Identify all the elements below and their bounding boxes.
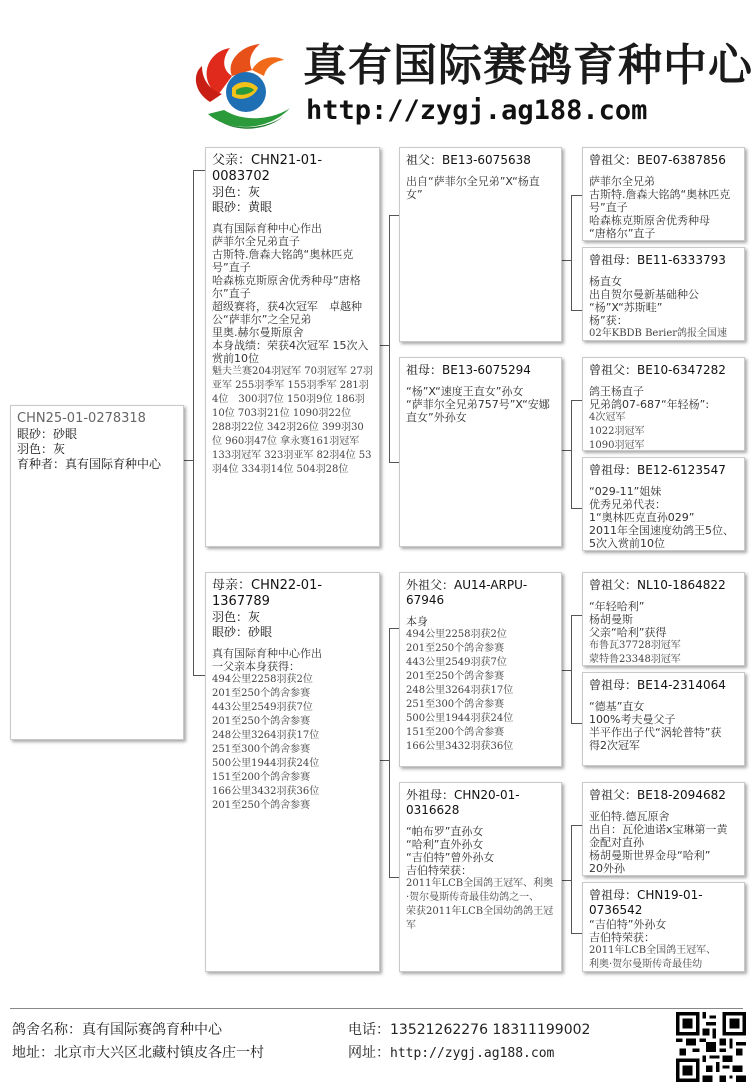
great-grandparent-note: 哈森栋克斯原舍优秀种母 [589,214,710,227]
great-grandparent-note: 5次入赏前10位 [589,537,665,550]
connector-line [571,615,582,616]
great-grandparent-note: 萨菲尔全兄弟 [589,175,655,188]
footer-website [348,1044,554,1063]
footer-address-value: 北京市大兴区北藏村镇皮各庄一村 [54,1045,264,1061]
maternal-grandmother-note: “帕布罗”直孙女 [406,825,484,838]
mother-note: 443公里2549羽获7位 [212,702,313,713]
great-grandparent-note: 1022羽冠军 [589,426,645,437]
footer-address-label: 地址： [12,1045,54,1061]
father-note: 哈森栋克斯原舍优秀种母“唐格尔”直子 [212,274,361,300]
great-grandparent-note: 1“奥林匹克直孙029” [589,511,695,524]
father-title: 父亲：CHN21-01-0083702 [212,153,323,184]
paternal-grandmother-card [399,357,562,547]
great-grandparent-title: 曾祖母：BE11-6333793 [589,253,726,267]
connector-line [389,628,399,629]
maternal-grandfather-note: 166公里3432羽获36位 [406,741,514,752]
maternal-grandfather-card [399,572,562,767]
great-grandparent-card [582,572,745,666]
great-grandparent-note: 2011年全国速度幼鸽王5位、 [589,524,734,537]
maternal-grandfather-note: 494公里2258羽获2位 [406,629,507,640]
connector-line [571,615,572,723]
maternal-grandfather-note: 248公里3264羽获17位 [406,685,514,696]
paternal-grandfather-card [399,147,562,342]
great-grandparent-note: “029-11”姐妹 [589,485,662,498]
connector-line [571,825,582,826]
great-grandparent-title: 曾祖父：BE18-2094682 [589,788,726,802]
footer-website-label: 网址： [348,1045,390,1061]
connector-line [571,195,582,196]
great-grandparent-note: 杨”获： [589,314,628,327]
great-grandparent-note: “唐格尔”直子 [589,227,656,240]
great-grandparent-note: 杨直女 [589,275,622,288]
paternal-grandfather-title: 祖父：BE13-6075638 [406,153,531,167]
connector-line [193,170,194,675]
great-grandparent-card [582,782,745,876]
father-note: 萨菲尔全兄弟直子 [212,235,300,248]
great-grandparent-note: 出自贺尔曼新基础种公 [589,288,699,301]
great-grandparent-note: 半平作出子代“涡轮普特”获 [589,726,722,739]
father-eye: 眼砂：黄眼 [212,200,273,214]
mother-note: 201至250个鸽舍参赛 [212,716,311,727]
paternal-grandmother-title: 祖母：BE13-6075294 [406,363,531,377]
connector-line [571,310,582,311]
father-note: 里奥.赫尔曼斯原舍 [212,326,304,339]
great-grandparent-note: 2011年LCB全国鸽王冠军、 [589,945,717,956]
maternal-grandmother-note: “哈利”直外孙女 [406,838,484,851]
mother-note: 248公里3264羽获17位 [212,730,320,741]
maternal-grandmother-title: 外祖母：CHN20-01-0316628 [406,788,520,817]
connector-line [389,628,390,878]
footer-address [12,1044,264,1062]
great-grandparent-note: 100%考夫曼父子 [589,713,676,726]
connector-line [571,400,582,401]
great-grandparent-note: 父亲“哈利”获得 [589,626,667,639]
mother-color: 羽色：灰 [212,610,261,624]
maternal-grandfather-note: 本身 [406,615,428,628]
father-note: 真有国际育种中心作出 [212,222,322,235]
great-grandparent-title: 曾祖母：BE14-2314064 [589,678,726,692]
maternal-grandmother-card [399,782,562,972]
great-grandparent-note: 4次冠军 [589,412,626,423]
mother-note: 494公里2258羽获2位 [212,674,313,685]
great-grandparent-card [582,882,745,972]
maternal-grandfather-note: 151至200个鸽舍参赛 [406,727,505,738]
footer-phone-label: 电话： [348,1022,390,1038]
great-grandparent-title: 曾祖母：CHN19-01-0736542 [589,888,703,917]
footer-website-link[interactable]: http://zygj.ag188.com [390,1046,555,1061]
great-grandparent-card [582,247,745,341]
connector-line [389,877,399,878]
great-grandparent-note: 蒙特鲁23348羽冠军 [589,654,681,665]
great-grandparent-note: 鸽王杨直子 [589,385,644,398]
brand-title: 真有国际赛鸽育种中心 [303,40,753,91]
great-grandparent-title: 曾祖母：BE12-6123547 [589,463,726,477]
great-grandparent-note: 吉伯特荣获： [589,931,655,944]
great-grandparent-note: “年轻哈利” [589,600,645,613]
great-grandparent-note: 布鲁瓦37728羽冠军 [589,640,681,651]
subject-id: CHN25-01-0278318 [17,411,146,426]
great-grandparent-card [582,672,745,766]
father-color: 羽色：灰 [212,185,261,199]
subject-eye: 眼砂：砂眼 [17,427,78,441]
footer-phone-value: 13521262276 18311199002 [390,1022,591,1038]
footer-divider [10,1008,743,1009]
great-grandparent-note: 利奥·贺尔曼斯传奇最佳幼 [589,959,703,970]
connector-line [389,215,390,463]
connector-line [571,723,582,724]
great-grandparent-note: 亚伯特.德瓦原舍 [589,810,670,823]
connector-line [571,825,572,933]
great-grandparent-note: 古斯特.詹森大铭鸽“奥林匹克号”直子 [589,188,731,214]
great-grandparent-note: 出自：瓦伦迪诺x宝琳第一黄金配对直孙 [589,823,728,849]
great-grandparent-card [582,457,745,551]
maternal-grandfather-title: 外祖父：AU14-ARPU-67946 [406,578,528,607]
mother-note: 166公里3432羽获36位 [212,786,320,797]
mother-note: 201至250个鸽舍参赛 [212,800,311,811]
maternal-grandfather-note: 201至250个鸽舍参赛 [406,671,505,682]
mother-note: 201至250个鸽舍参赛 [212,688,311,699]
father-note: 超级赛将，获4次冠军 卓越种公“萨菲尔”之全兄弟 [212,300,362,326]
footer-loft [12,1021,222,1039]
father-note: 本身战绩：荣获4次冠军 15次入赏前10位 [212,339,369,365]
connector-line [193,170,205,171]
mother-note: 251至300个鸽舍参赛 [212,744,311,755]
great-grandparent-note: “德基”直女 [589,700,645,713]
great-grandparent-note: 02年KBDB Berier鸽报全国速 [589,328,728,339]
great-grandparent-note: 杨胡曼斯世界金母“哈利” [589,849,711,862]
subject-color: 羽色：灰 [17,442,66,456]
mother-note: 一父亲本身获得： [212,660,300,673]
maternal-grandmother-note: 吉伯特荣获： [406,864,472,877]
logo-icon [188,40,298,132]
maternal-grandfather-note: 500公里1944羽获24位 [406,713,514,724]
paternal-grandmother-note: “萨菲尔全兄弟757号”X“安娜直女”外孙女 [406,398,550,424]
great-grandparent-note: 20外孙 [589,862,625,875]
great-grandparent-note: “吉伯特”外孙女 [589,918,667,931]
great-grandparent-card [582,357,745,451]
connector-line [571,508,582,509]
great-grandparent-card [582,147,745,241]
header [0,0,753,135]
subject-card [10,405,184,740]
mother-eye: 眼砂：砂眼 [212,625,273,639]
great-grandparent-title: 曾祖父：BE07-6387856 [589,153,726,167]
footer-loft-value: 真有国际赛鸽育种中心 [82,1022,222,1038]
great-grandparent-note: 兄弟鸽07-687“年轻杨”: [589,398,710,411]
connector-line [389,215,399,216]
mother-note: 151至200个鸽舍参赛 [212,772,311,783]
footer-loft-label: 鸽舍名称： [12,1022,82,1038]
maternal-grandmother-note: “吉伯特”曾外孙女 [406,851,495,864]
maternal-grandfather-note: 201至250个鸽舍参赛 [406,643,505,654]
great-grandparent-note: 优秀兄弟代表： [589,498,666,511]
great-grandparent-note: “杨”X“苏斯畦” [589,301,663,314]
connector-line [389,462,399,463]
great-grandparent-title: 曾祖父：NL10-1864822 [589,578,726,592]
father-card [205,147,380,547]
great-grandparent-note: 1090羽冠军 [589,440,645,451]
mother-card [205,572,380,972]
qr-code-icon [676,1012,746,1082]
paternal-grandfather-note: 出自“萨菲尔全兄弟”X“杨直女” [406,175,540,201]
brand-url: http://zygj.ag188.com [306,95,648,126]
father-note: 古斯特.詹森大铭鸽“奥林匹克号”直子 [212,248,354,274]
maternal-grandmother-note: 荣获2011年LCB全国幼鸽鸽王冠军 [406,906,554,931]
footer-phone [348,1021,590,1039]
subject-breeder: 育种者：真有国际育种中心 [17,457,162,471]
maternal-grandmother-note: 2011年LCB全国鸽王冠军、利奥·贺尔曼斯传奇最佳幼鸽之一、 [406,878,554,903]
mother-title: 母亲：CHN22-01-1367789 [212,578,323,609]
connector-line [571,400,572,508]
paternal-grandmother-note: “杨”X“速度王直女”孙女 [406,385,524,398]
mother-note: 500公里1944羽获24位 [212,758,320,769]
connector-line [193,675,205,676]
great-grandparent-note: 得2次冠军 [589,739,640,752]
connector-line [571,933,582,934]
connector-line [571,195,572,310]
maternal-grandfather-note: 251至300个鸽舍参赛 [406,699,505,710]
great-grandparent-title: 曾祖父：BE10-6347282 [589,363,726,377]
father-note: 魁夫兰赛204羽冠军 70羽冠军 27羽亚军 255羽季军 155羽季军 281羽4位 300羽7位 150羽9位 186羽10位 703羽21位 1090羽22位 288羽22位 342羽26位 399羽30位 960羽47位 拿永赛161羽冠军 133羽冠军 323羽亚军 82羽4位 53羽4位 334羽14位 504羽28位 [212,366,373,475]
maternal-grandfather-note: 443公里2549羽获7位 [406,657,507,668]
great-grandparent-note: 杨胡曼斯 [589,613,633,626]
mother-note: 真有国际育种中心作出 [212,647,322,660]
